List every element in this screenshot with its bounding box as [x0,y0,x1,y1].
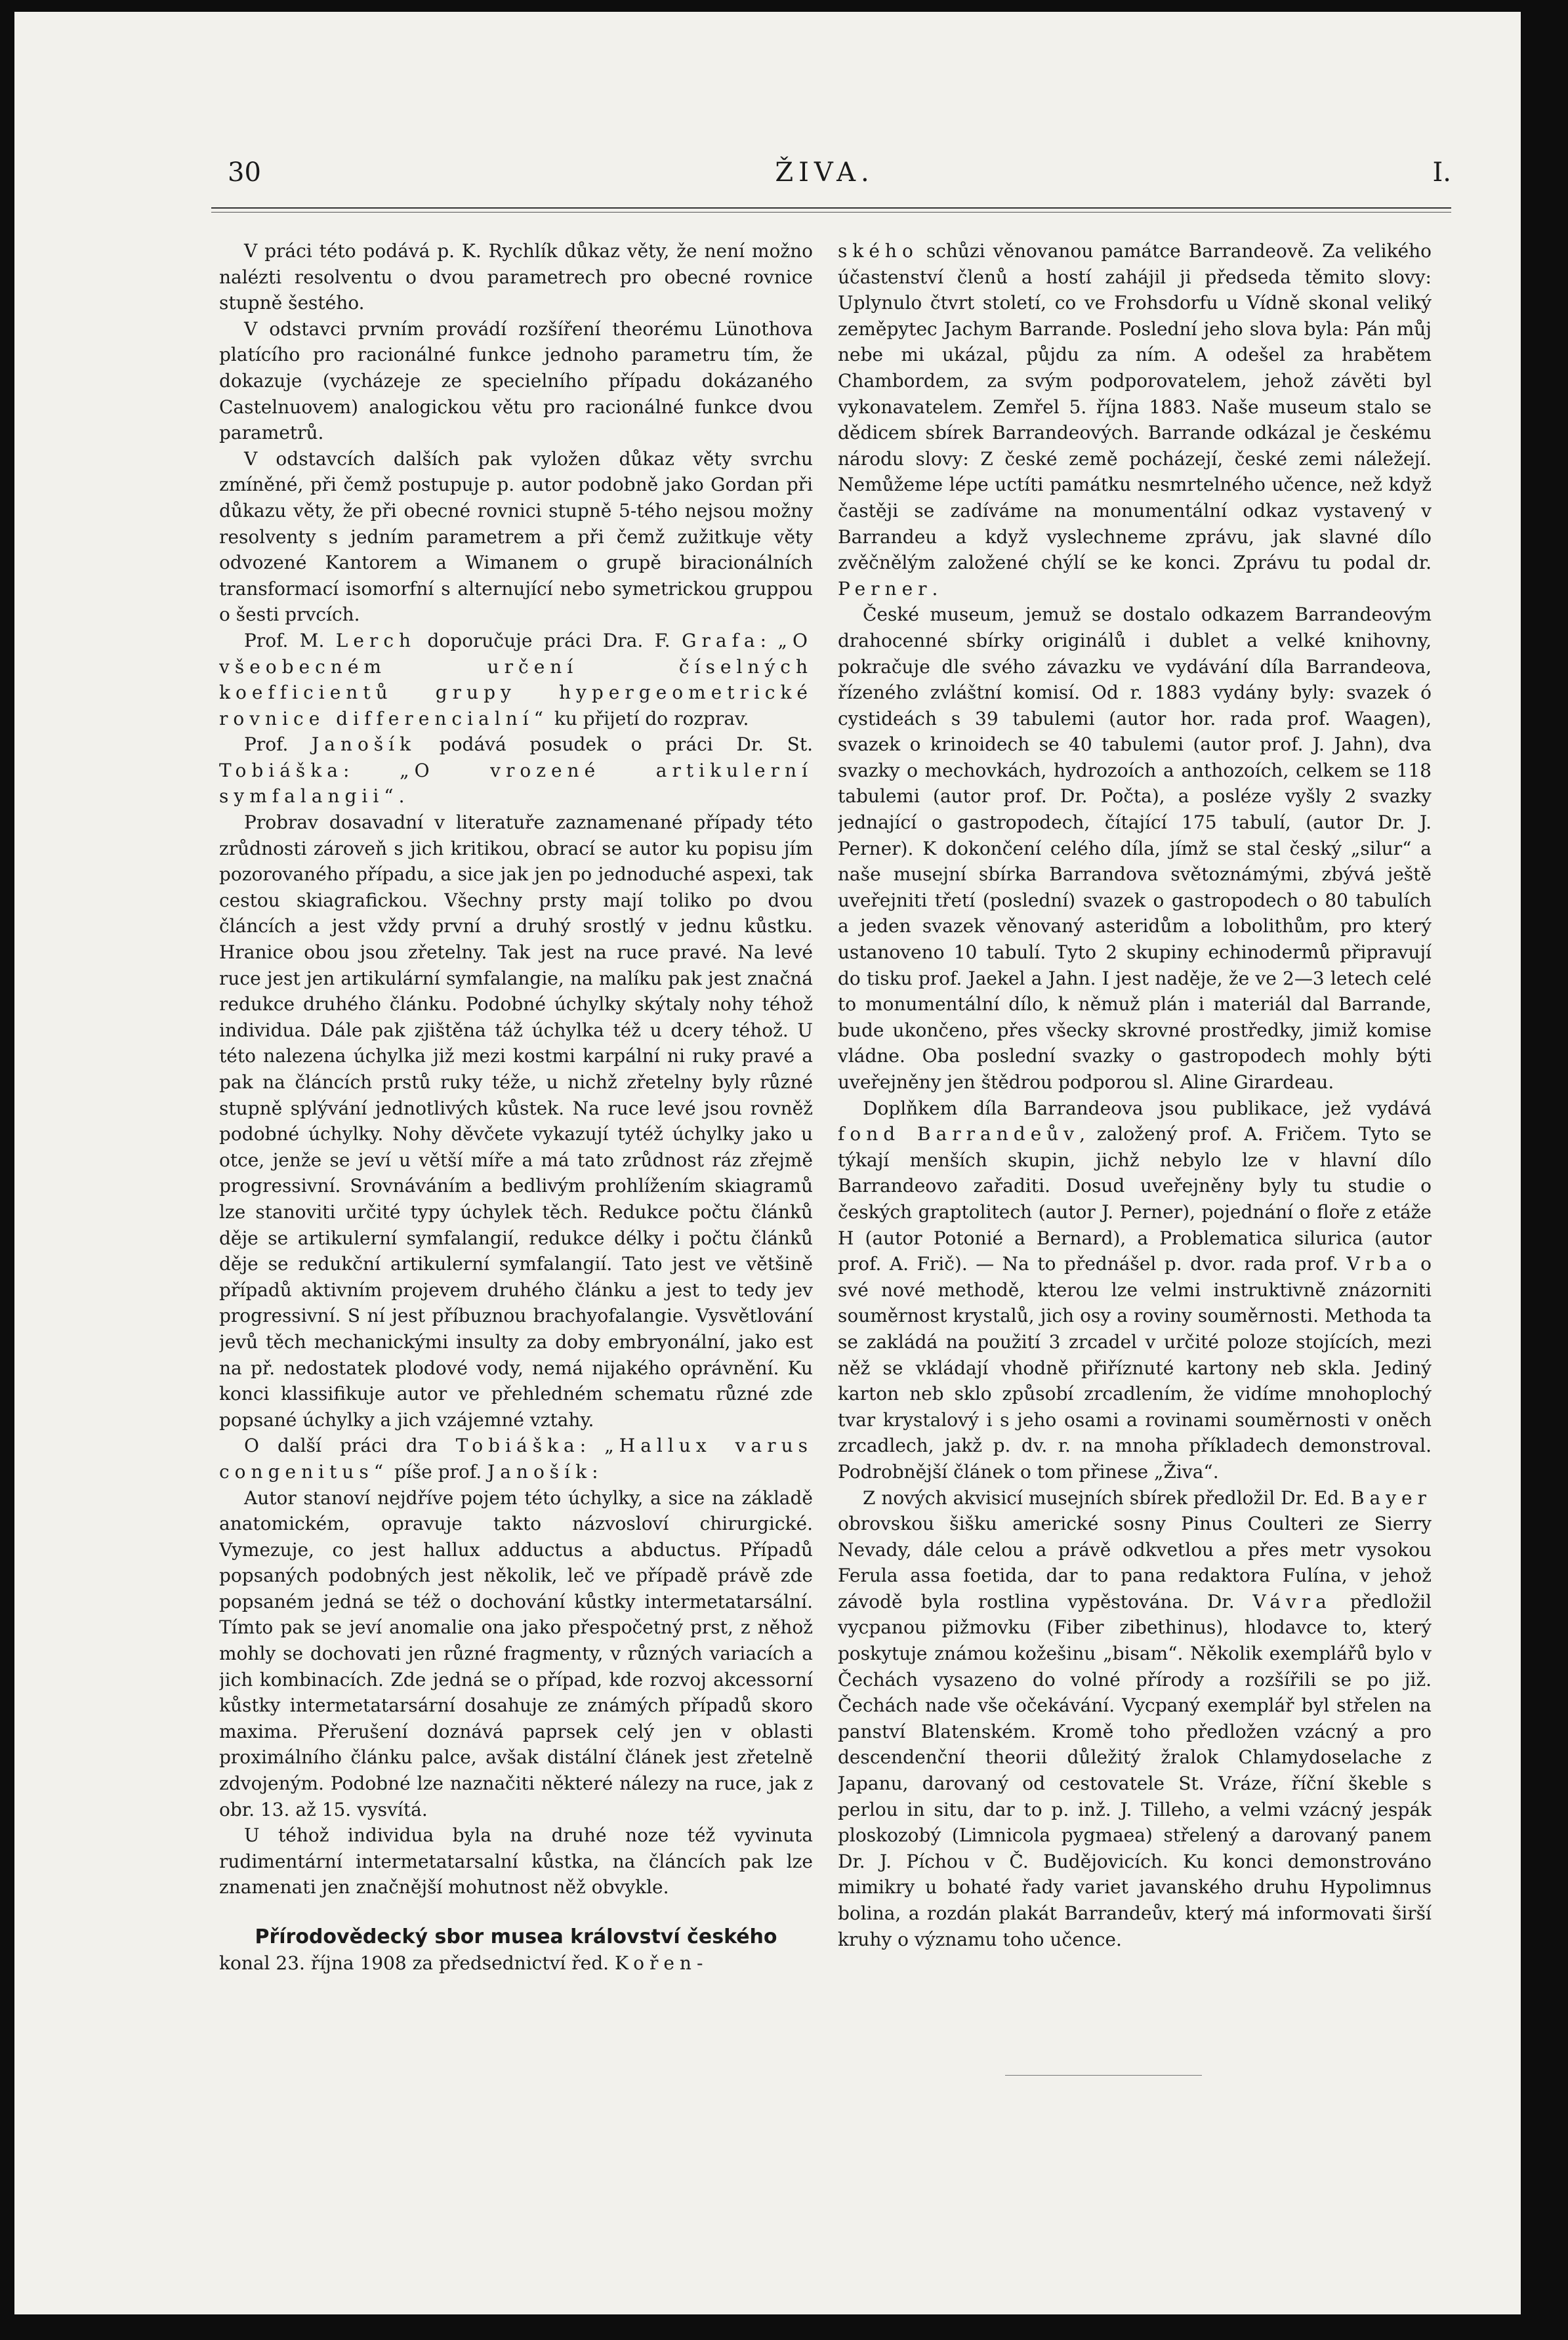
section-heading: Přírodovědecký sbor musea království českého [255,1925,777,1948]
paragraph: ského schůzi věnovanou památce Barrandeově. Za velikého účastenství členů a hostí zahájil ji předseda těmito slovy: Uplynulo čtvrt století, co ve Frohsdorfu u Vídně skonal veliký zeměpytec Jachym Barrande. Poslední jeho slova byla: Pán můj nebe mi ukázal, půjdu za ním. A odešel za hrabětem Chambordem, za svým podporovatelem, jehož závěti byl vykonavatelem. Zemřel 5. října 1883. Naše museum stalo se dědicem sbírek Barrandeových. Barrande odkázal je českému národu slovy: Z české země pocházejí, české zemi náležejí. Nemůžeme lépe uctíti památku nesmrtelného učence, než když častěji se zadíváme na monumentální odkaz vystavený v Barrandeu a když vyslechneme zprávu, jak slavné dílo zvěčnělým založené chýlí se ke konci. Zprávu tu podal dr. Perner. [838,240,1432,600]
paragraph: V odstavci prvním provádí rozšíření theorému Lünothova platícího pro racionálné funkce jednoho parametru tím, že dokazuje (vycházeje ze specielního případu dokázaného Castelnuovem) analogickou větu pro racionálné funkce dvou parametrů. [219,318,813,444]
author-name: Kořen- [614,1952,709,1974]
volume-number: I. [1432,157,1451,188]
paragraph: Z nových akvisicí musejních sbírek předložil Dr. Ed. Bayer obrovskou šišku americké sosny Pinus Coulteri ze Sierry Nevady, dále celou a právě odkvetlou a přes metr vysokou Ferula assa foetida, dar to pana redaktora Fulína, v jehož závodě byla rostlina vypěstována. Dr. Vávra předložil vycpanou pižmovku (Fiber zibethinus), hlodavce to, který poskytuje známou kožešinu „bisam“. Několik exemplářů bylo v Čechách vysazeno do volné přírody a rozšířili se po již. Čechách nade vše očekávání. Vycpaný exemplář byl střelen na panství Blatenském. Kromě toho předložen vzácný a pro descendenční theorii důležitý žralok Chlamydoselache z Japanu, darovaný od cestovatele St. Vráze, říční škeble s perlou in situ, dar to p. inž. J. Tilleho, a velmi vzácný jespák ploskozobý (Limnicola pygmaea) střelený a darovaný panem Dr. J. Píchou v Č. Budějovicích. Ku konci demonstrováno mimikry u bohaté řady variet javanského druhu Hypolimnus bolina, a rozdán plakát Barrandeův, který má informovati širší kruhy o významu toho učence. [838,1487,1432,1950]
paragraph: Doplňkem díla Barrandeova jsou publikace, jež vydává fond Barrandeův, založený prof. A. Fričem. Tyto se týkají menších skupin, jichž nebylo lze v hlavní dílo Barrandeovo zařaditi. Dosud uveřejněny byly tu studie o českých graptolitech (autor J. Perner), pojednání o floře z etáže H (autor Potonié a Bernard), a Problematica silurica (autor prof. A. Frič). — Na to přednášel p. dvor. rada prof. Vrba o své nové methodě, kterou lze velmi instruktivně znázorniti souměrnost krystalů, jich osy a roviny souměrnosti. Methoda ta se zakládá na použití 3 zrcadel v určité poloze stojících, mezi něž se vkládají vhodně přiříznuté kartony neb skla. Jediný karton neb sklo způsobí zrcadlením, že vidíme mnohoplochý tvar krystalový i s jeho osami a rovinami souměrnosti v oněch zrcadlech, jakž p. dv. r. na mnoha příkladech demonstroval. Podrobnější článek o tom přinese „Živa“. [838,1097,1432,1483]
author-name: Vávra [1252,1590,1332,1612]
work-title: „O vrozené artikulerní symfalangii“. [219,759,813,808]
author-name: Tobiáška [455,1435,580,1457]
author-name: Bayer [1350,1487,1432,1509]
end-separator [1005,2075,1202,2076]
paragraph: Probrav dosavadní v literatuře zaznamenané případy této zrůdnosti zároveň s jich kritikou, obrací se autor ku popisu jím pozorovaného případu, a sice jak jen po jednoduché aspexi, tak cestou skiagrafickou. Všechny prsty mají toliko po dvou článcích a jest vždy první a druhý srostlý v jednu kůstku. Hranice obou jsou zřetelny. Tak jest na ruce pravé. Na levé ruce jest jen artikulární symfalangie, na malíku pak jest značná redukce druhého článku. Podobné úchylky skýtaly nohy téhož individua. Dále pak zjištěna táž úchylka též u dcery téhož. U této nalezena úchylka již mezi kostmi karpální ni ruky pravé a pak na článcích prstů ruky téže, u nichž zřetelny byly různé stupně splývání jednotlivých kůstek. Na ruce levé jsou rovněž podobné úchylky. Nohy děvčete vykazují tytéž úchylky jako u otce, jenže se jeví u větší míře a má tato zrůdnost ráz zřejmě progressivní. Srovnáváním a bedlivým prohlížením skiagramů lze stanoviti určité typy úchylek těch. Redukce počtu článků děje se artikulerní symfalangií, redukce délky i počtu článků děje se redukční artikulerní symfalangií. Tato jest ve většině případů aktivním projevem druhého článku a jest to tedy jev progressivní. S ní jest příbuznou brachyofalangie. Vysvětlování jevů těch mechanickými insulty za doby embryonální, jako est na př. nedostatek plodové vody, nemá nijakého oprávnění. Ku konci klassifikuje autor ve přehledném schematu různé zde popsané úchylky a jich vzájemné vztahy. [219,811,813,1431]
header-rule [211,207,1451,213]
paragraph: Autor stanoví nejdříve pojem této úchylky, a sice na základě anatomickém, opravuje takto názvosloví chirurgické. Vymezuje, co jest hallux adductus a abductus. Případů popsaných podobných jest několik, leč ve případě právě zde popsaném jedná se též o dochování kůstky intermetatarsální. Tímto pak se jeví anomalie ona jako přespočetný prst, z něhož mohly se dochovati jen různé fragmenty, v různých variacích a jich kombinacích. Zde jedná se o případ, kde rozvoj akcessorní kůstky intermetatarsární dosahuje ze známých případů skoro maxima. Přerušení doznává paprsek celý jen v oblasti proximálního článku palce, avšak distální článek jest zřetelně zdvojeným. Podobné lze naznačiti některé nálezy na ruce, jak z obr. 13. až 15. vysvítá. [219,1487,813,1820]
page-header [198,157,1451,203]
left-column [219,238,813,2049]
paragraph: U téhož individua byla na druhé noze též vyvinuta rudimentární intermetatarsalní kůstka, na článcích pak lze znamenati jen značnější mohutnost něž obvykle. [219,1824,813,1899]
author-name: Grafa [682,629,760,651]
work-title: „Hallux varus congenitus“ [219,1435,813,1483]
journal-page [14,12,1521,2314]
fund-name: fond Barrandeův [838,1123,1080,1145]
paragraph: V práci této podává p. K. Rychlík důkaz věty, že není možno nalézti resolventu o dvou parametrech pro obecné rovnice stupně šestého. [219,240,813,314]
right-column [838,238,1432,2049]
work-title: „O všeobecném určení číselných koefficientů grupy hypergeometrické rovnice differencialní“ [219,629,813,729]
paragraph: konal 23. října 1908 za předsednictví řed. Kořen- [219,1952,709,1974]
author-name: Perner [838,577,932,600]
page-number: 30 [228,157,261,188]
paragraph: Prof. Janošík podává posudek o práci Dr. St. Tobiáška: „O vrozené artikulerní symfalangii“. [219,733,813,808]
author-name: Janošík [487,1460,592,1483]
paragraph: O další práci dra Tobiáška: „Hallux varus congenitus“ píše prof. Janošík: [219,1435,813,1483]
paragraph: V odstavcích dalších pak vyložen důkaz věty svrchu zmíněné, při čemž postupuje p. autor podobně jako Gordan při důkazu věty, že při obecné rovnici stupně 5-tého nejsou možny resolventy s jedním parametrem a při čemž zužitkuje věty odvozené Kantorem a Wimanem o grupě biracionálních transformací isomorfní s alternující nebo symetrickou gruppou o šesti prvcích. [219,447,813,626]
journal-title: ŽIVA. [775,157,875,188]
paragraph: Prof. M. Lerch doporučuje práci Dra. F. Grafa: „O všeobecném určení číselných koefficientů grupy hypergeometrické rovnice differencialní“ ku přijetí do rozprav. [219,629,813,729]
author-name: ského [838,240,918,262]
author-name: Tobiáška [219,759,343,781]
paragraph: České museum, jemuž se dostalo odkazem Barrandeovým drahocenné sbírky originálů i dublet a velké knihovny, pokračuje dle svého závazku ve vydávání díla Barrandeova, řízeného zvláštní komisí. Od r. 1883 vydány byly: svazek ó cystideách s 39 tabulemi (autor hor. rada prof. Waagen), svazek o krinoidech se 40 tabulemi (autor prof. J. Jahn), dva svazky o mechovkách, hydrozoích a anthozoích, celkem se 118 tabulemi (autor prof. Dr. Počta), a posléze vyšly 2 svazky jednající o gastropodech, čítající 175 tabulí, (autor Dr. J. Perner). K dokončení celého díla, jímž se stal český „silur“ a naše musejní sbírka Barrandova světoznámými, zbývá ještě uveřejniti třetí (poslední) svazek o gastropodech o 80 tabulích a jeden svazek věnovaný asteridům a lobolithům, pro který ustanoveno 10 tabulí. Tyto 2 skupiny echinodermů připravují do tisku prof. Jaekel a Jahn. I jest naděje, že ve 2—3 letech celé to monumentální dílo, k němuž plán i materiál dal Barrande, bude ukončeno, přes všecky skrovné prostředky, jimiž komise vládne. Oba poslední svazky o gastropodech mohly býti uveřejněny jen štědrou podporou sl. Aline Girardeau. [838,604,1432,1093]
author-name: Vrba [1346,1253,1413,1275]
author-name: Janošík [312,733,417,756]
author-name: Lerch [335,629,417,651]
